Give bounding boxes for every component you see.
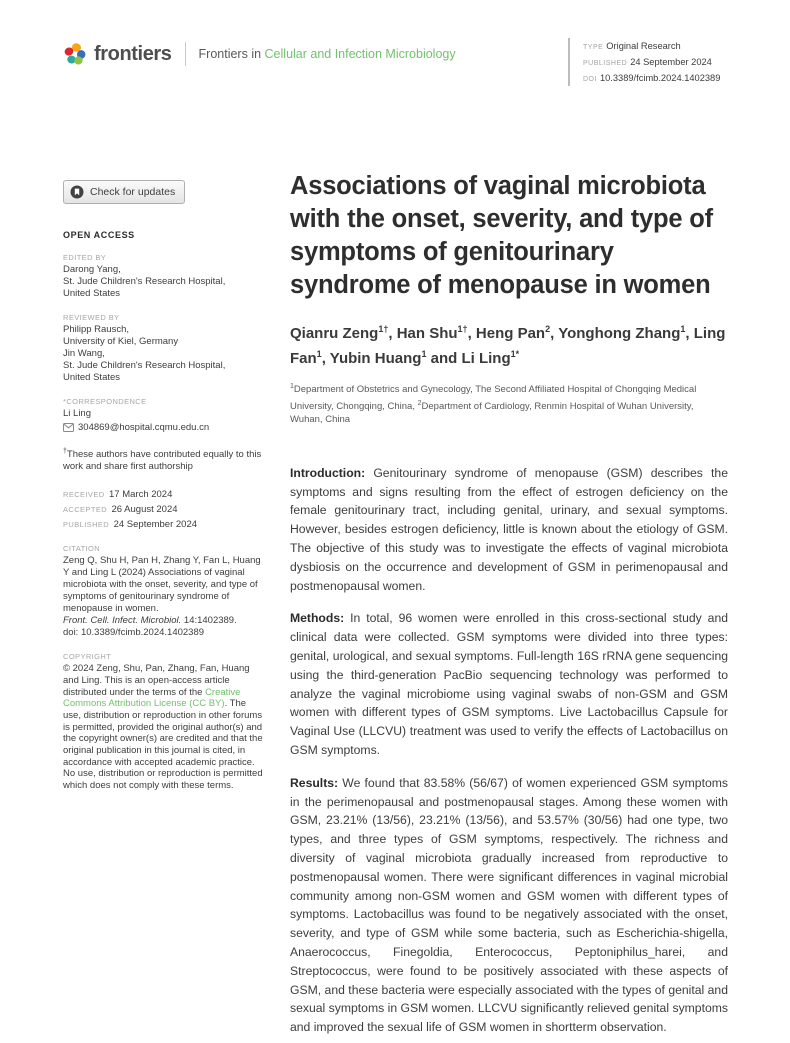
author: Yubin Huang$^1$ and: [329, 349, 462, 367]
header-divider: [185, 42, 186, 66]
copyright-section: [63, 652, 264, 792]
check-for-updates-label: Check for updates: [90, 186, 176, 198]
main-column: [290, 170, 728, 1043]
meta-type-row: [583, 38, 720, 54]
introduction-label: Introduction:: [290, 465, 366, 480]
methods-label: Methods:: [290, 611, 345, 626]
reviewed-by-label: REVIEWED BY: [63, 313, 120, 322]
contribution-note: [63, 446, 264, 473]
correspondence-section: [63, 397, 264, 433]
meta-published-row: [583, 54, 720, 70]
copyright-label: COPYRIGHT: [63, 652, 112, 662]
author: Qianru Zeng$^{1\dagger}$,: [290, 324, 397, 342]
reviewed-by-line: Philipp Rausch,: [63, 324, 130, 335]
results-text: We found that 83.58% (56/67) of women experienced GSM symptoms in the perimenopausal and postmenopausal stages. Among these women with GSM, 23.21% (13/56), 23.21% (13/56), and 53.57% (30/56) had one type, two types, and three types of GSM symptoms, respectively. The richness and diversity of vaginal microbiota gradually increased from reproductive to postmenopausal women. There were significant differences in vaginal microbial community among non-GSM women and GSM women with different types of symptoms. Lactobacillus was found to be negatively associated with the onset, severity, and type of GSM while some bacteria, such as Escherichia-shigella, Anaerococcus, Finegoldia, Enterococcus, Peptoniphilus_harei, and Streptococcus, were found to be positively associated with these aspects of GSM, and these bacteria were especially associated with the types of genital and sexual symptoms in GSM women. LLCVU significantly relieved genital symptoms and improved the sexual life of GSM women in shortterm observation.: [290, 775, 728, 1035]
edited-by-line: United States: [63, 288, 121, 299]
abstract-introduction: [290, 464, 728, 596]
received-label: RECEIVED: [63, 490, 105, 500]
citation-text: Zeng Q, Shu H, Pan H, Zhang Y, Fan L, Huang Y and Ling L (2024) Associations of vaginal microbiota with the onset, severity, and type of symptoms of genitourinary syndrome of menopause in women. Front. Cell. Infect. Microbiol. 14:1402389. doi: 10.3389/fcimb.2024.1402389: [63, 555, 261, 639]
meta-type-value: Original Research: [606, 41, 681, 51]
author: Li Ling$^{1*}$: [461, 349, 520, 367]
reviewed-by-line: Jin Wang,: [63, 348, 105, 359]
meta-doi-value: 10.3389/fcimb.2024.1402389: [599, 73, 721, 83]
sidebar: [63, 180, 264, 792]
journal-title-name: Cellular and Infection Microbiology: [264, 47, 456, 61]
author: Heng Pan$^2$,: [475, 324, 559, 342]
author-list: [290, 319, 728, 369]
edited-by-label: EDITED BY: [63, 253, 107, 262]
abstract-results: [290, 774, 728, 1037]
abstract-methods: [290, 609, 728, 759]
article-meta-block: [568, 38, 720, 86]
crossmark-icon: [70, 185, 84, 199]
cc-by-license-link[interactable]: Creative Commons Attribution License (CC BY): [63, 686, 241, 710]
edited-by-section: [63, 253, 264, 300]
copyright-text: © 2024 Zeng, Shu, Pan, Zhang, Fan, Huang and Ling. This is an open-access article distributed under the terms of the Creative Commons Attribution License (CC BY). The use, distribution or reproduction in other forums is permitted, provided the original author(s) and the copyright owner(s) are credited and that the original publication in this journal is cited, in accordance with accepted academic practice. No use, distribution or reproduction is permitted which does not comply with these terms.: [63, 663, 263, 792]
received-date-row: [63, 486, 264, 501]
correspondence-label: *CORRESPONDENCE: [63, 397, 147, 406]
results-label: Results:: [290, 775, 339, 790]
citation-journal-italic: Front. Cell. Infect. Microbiol.: [63, 615, 182, 627]
dagger-symbol: †: [63, 448, 67, 455]
author: Yonghong Zhang$^1$,: [558, 324, 694, 342]
accepted-value: 26 August 2024: [111, 504, 178, 516]
reviewed-by-line: St. Jude Children's Research Hospital,: [63, 360, 226, 371]
methods-text: In total, 96 women were enrolled in this cross-sectional study and clinical data were collected. GSM symptoms were divided into three types: genital, urological, and sexual symptoms. Full-length 16S rRNA gene sequencing using the third-generation PacBio sequencing technology was performed to analyze the vaginal microbiome using vaginal swabs of non-GSM and GSM women with different types of GSM symptoms. Live Lactobacillus Capsule for Vaginal Use (LLCVU) treatment was used to verify the effects of Lactobacillus on GSM symptoms.: [290, 611, 728, 757]
dates-section: [63, 486, 264, 531]
meta-published-label: PUBLISHED: [583, 60, 628, 67]
meta-published-value: 24 September 2024: [630, 57, 712, 67]
open-access-badge: OPEN ACCESS: [63, 230, 135, 240]
reviewed-by-section: [63, 313, 264, 384]
citation-label: CITATION: [63, 544, 101, 554]
published-date-row: [63, 516, 264, 531]
introduction-text: Genitourinary syndrome of menopause (GSM) describes the symptoms and signs resulting from the effect of estrogen deficiency on the female genitourinary tract, including genital, urinary, and sexual symptoms. However, besides estrogen deficiency, little is known about the etiology of GSM. The objective of this study was to investigate the effects of vaginal microbiota dysbiosis on the occurrence and development of GSM in perimenopausal and postmenopausal women.: [290, 465, 728, 593]
meta-type-label: TYPE: [583, 44, 604, 51]
journal-header: [63, 42, 456, 66]
accepted-label: ACCEPTED: [63, 505, 108, 515]
meta-doi-row: [583, 70, 720, 86]
citation-section: [63, 544, 264, 639]
correspondence-email-row: [63, 422, 264, 433]
correspondence-email-link[interactable]: 304869@hospital.cqmu.edu.cn: [78, 422, 210, 433]
contribution-note-text: These authors have contributed equally to this work and share first authorship: [63, 449, 262, 473]
affiliations: $^1$Department of Obstetrics and Gynecology, The Second Affiliated Hospital of Chongqing Medical University, Chongqing, China, $^2$Department of Cardiology, Renmin Hospital of Wuhan University, Wuhan, China: [290, 383, 697, 426]
journal-title: [199, 47, 456, 61]
frontiers-logo-icon: [63, 42, 87, 66]
frontiers-brand-name: frontiers: [94, 42, 172, 65]
edited-by-line: Darong Yang,: [63, 264, 121, 275]
journal-title-prefix: Frontiers in: [198, 47, 265, 61]
envelope-icon: [63, 423, 74, 432]
published-value: 24 September 2024: [113, 519, 198, 531]
reviewed-by-line: United States: [63, 372, 121, 383]
citation-doi: doi: 10.3389/fcimb.2024.1402389: [63, 627, 205, 639]
check-for-updates-button[interactable]: [63, 180, 185, 204]
reviewed-by-line: University of Kiel, Germany: [63, 336, 179, 347]
meta-doi-label: DOI: [583, 76, 597, 83]
published-label: PUBLISHED: [63, 520, 110, 530]
edited-by-line: St. Jude Children's Research Hospital,: [63, 276, 226, 287]
author: Han Shu$^{1\dagger}$,: [396, 324, 476, 342]
accepted-date-row: [63, 501, 264, 516]
received-value: 17 March 2024: [109, 489, 173, 501]
correspondence-name: Li Ling: [63, 408, 91, 419]
abstract: [290, 464, 728, 1037]
author: Ling Fan$^1$,: [290, 325, 726, 367]
article-title: Associations of vaginal microbiota with the onset, severity, and type of symptoms of genitourinary syndrome of menopause in women: [290, 172, 713, 299]
